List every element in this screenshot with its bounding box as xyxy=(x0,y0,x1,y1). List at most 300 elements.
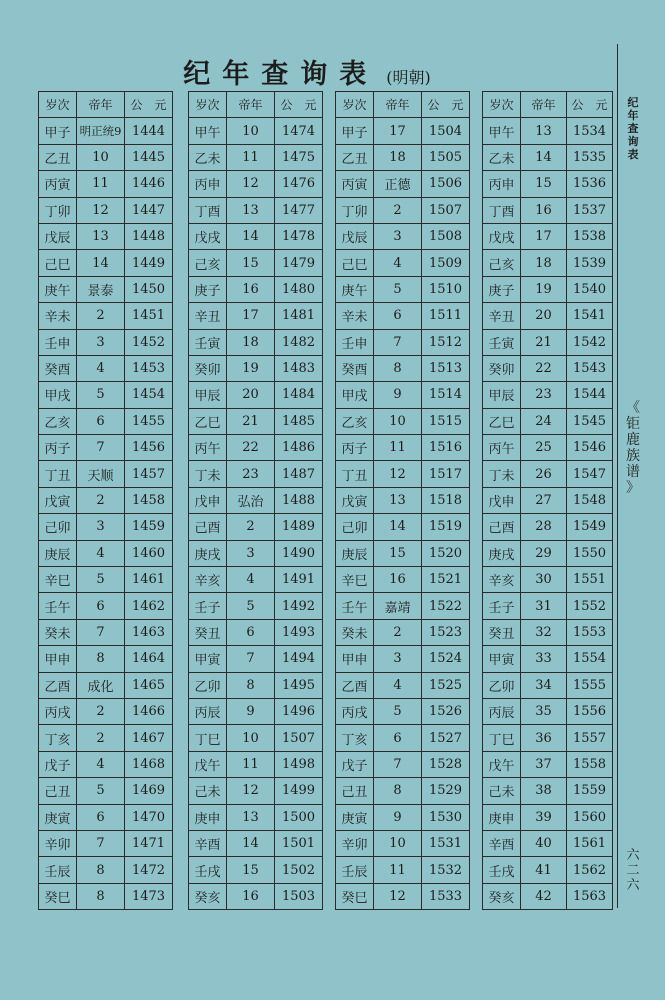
ganzhi-cell: 甲申 xyxy=(336,646,374,672)
gregorian-year-cell: 1544 xyxy=(567,382,613,408)
ganzhi-cell: 戊子 xyxy=(336,751,374,777)
ganzhi-cell: 己丑 xyxy=(336,778,374,804)
ganzhi-cell: 乙丑 xyxy=(39,144,77,170)
table-row xyxy=(336,778,470,804)
ganzhi-cell: 己丑 xyxy=(39,778,77,804)
table-row xyxy=(336,619,470,645)
reign-year-cell: 6 xyxy=(77,593,125,619)
table-row xyxy=(336,118,470,144)
gregorian-year-cell: 1484 xyxy=(275,382,323,408)
ganzhi-cell: 壬辰 xyxy=(39,857,77,883)
reign-year-cell: 11 xyxy=(77,171,125,197)
gregorian-year-cell: 1463 xyxy=(125,619,173,645)
table-row xyxy=(483,883,613,909)
table-row xyxy=(483,857,613,883)
ganzhi-cell: 壬申 xyxy=(39,329,77,355)
table-row xyxy=(39,593,173,619)
ganzhi-cell: 癸丑 xyxy=(189,619,227,645)
reign-year-cell: 7 xyxy=(227,646,275,672)
gregorian-year-cell: 1561 xyxy=(567,830,613,856)
ganzhi-cell: 甲辰 xyxy=(483,382,521,408)
table-row xyxy=(39,698,173,724)
reign-year-cell: 17 xyxy=(374,118,422,144)
reign-year-cell: 成化 xyxy=(77,672,125,698)
table-row xyxy=(189,487,323,513)
year-table-1 xyxy=(38,91,173,910)
gregorian-year-cell: 1475 xyxy=(275,144,323,170)
table-row xyxy=(336,276,470,302)
gregorian-year-cell: 1550 xyxy=(567,540,613,566)
gregorian-year-cell: 1456 xyxy=(125,435,173,461)
gregorian-year-cell: 1445 xyxy=(125,144,173,170)
ganzhi-cell: 丙申 xyxy=(483,171,521,197)
table-row xyxy=(189,382,323,408)
gregorian-year-cell: 1466 xyxy=(125,698,173,724)
table-row xyxy=(189,250,323,276)
column-header: 帝年 xyxy=(227,92,275,118)
ganzhi-cell: 庚午 xyxy=(336,276,374,302)
reign-year-cell: 5 xyxy=(77,567,125,593)
reign-year-cell: 16 xyxy=(374,567,422,593)
table-row xyxy=(483,514,613,540)
ganzhi-cell: 辛未 xyxy=(39,303,77,329)
ganzhi-cell: 壬戌 xyxy=(189,857,227,883)
table-row xyxy=(189,329,323,355)
table-row xyxy=(39,619,173,645)
ganzhi-cell: 戊辰 xyxy=(336,223,374,249)
reign-year-cell: 8 xyxy=(374,778,422,804)
gregorian-year-cell: 1501 xyxy=(275,830,323,856)
ganzhi-cell: 庚戌 xyxy=(189,540,227,566)
ganzhi-cell: 甲午 xyxy=(483,118,521,144)
table-row xyxy=(483,223,613,249)
table-row xyxy=(483,408,613,434)
ganzhi-cell: 乙卯 xyxy=(189,672,227,698)
table-row xyxy=(189,883,323,909)
reign-year-cell: 30 xyxy=(521,567,567,593)
page-number: 六 二 六 xyxy=(626,848,640,893)
table-row xyxy=(39,144,173,170)
ganzhi-cell: 癸未 xyxy=(39,619,77,645)
ganzhi-cell: 甲戌 xyxy=(39,382,77,408)
gregorian-year-cell: 1524 xyxy=(422,646,470,672)
reign-year-cell: 14 xyxy=(227,223,275,249)
table-row xyxy=(39,171,173,197)
column-header: 岁次 xyxy=(189,92,227,118)
gregorian-year-cell: 1536 xyxy=(567,171,613,197)
ganzhi-cell: 辛丑 xyxy=(483,303,521,329)
gregorian-year-cell: 1490 xyxy=(275,540,323,566)
ganzhi-cell: 丁巳 xyxy=(483,725,521,751)
reign-year-cell: 6 xyxy=(77,804,125,830)
gregorian-year-cell: 1481 xyxy=(275,303,323,329)
table-row xyxy=(39,355,173,381)
reign-year-cell: 26 xyxy=(521,461,567,487)
title-block xyxy=(0,52,614,91)
table-header-row xyxy=(39,92,173,118)
gregorian-year-cell: 1488 xyxy=(275,487,323,513)
ganzhi-cell: 己亥 xyxy=(483,250,521,276)
ganzhi-cell: 甲午 xyxy=(189,118,227,144)
gregorian-year-cell: 1513 xyxy=(422,355,470,381)
gregorian-year-cell: 1469 xyxy=(125,778,173,804)
gregorian-year-cell: 1462 xyxy=(125,593,173,619)
table-row xyxy=(336,250,470,276)
ganzhi-cell: 甲子 xyxy=(39,118,77,144)
table-row xyxy=(483,461,613,487)
reign-year-cell: 14 xyxy=(77,250,125,276)
gregorian-year-cell: 1474 xyxy=(275,118,323,144)
gregorian-year-cell: 1560 xyxy=(567,804,613,830)
ganzhi-cell: 壬申 xyxy=(336,329,374,355)
ganzhi-cell: 己卯 xyxy=(336,514,374,540)
table-row xyxy=(483,540,613,566)
table-row xyxy=(189,355,323,381)
ganzhi-cell: 壬午 xyxy=(336,593,374,619)
gregorian-year-cell: 1505 xyxy=(422,144,470,170)
ganzhi-cell: 己巳 xyxy=(39,250,77,276)
gregorian-year-cell: 1527 xyxy=(422,725,470,751)
table-row xyxy=(39,487,173,513)
reign-year-cell: 4 xyxy=(77,355,125,381)
running-head: 纪 年 查 询 表 xyxy=(627,96,639,161)
table-row xyxy=(189,197,323,223)
table-row xyxy=(189,698,323,724)
ganzhi-cell: 丁未 xyxy=(483,461,521,487)
reign-year-cell: 12 xyxy=(227,778,275,804)
gregorian-year-cell: 1542 xyxy=(567,329,613,355)
gregorian-year-cell: 1500 xyxy=(275,804,323,830)
reign-year-cell: 5 xyxy=(374,276,422,302)
ganzhi-cell: 辛亥 xyxy=(189,567,227,593)
table-row xyxy=(483,118,613,144)
table-row xyxy=(483,698,613,724)
table-row xyxy=(189,540,323,566)
reign-year-cell: 9 xyxy=(227,698,275,724)
table-row xyxy=(336,698,470,724)
gregorian-year-cell: 1461 xyxy=(125,567,173,593)
table-row xyxy=(336,382,470,408)
ganzhi-cell: 辛未 xyxy=(336,303,374,329)
ganzhi-cell: 庚申 xyxy=(189,804,227,830)
reign-year-cell: 19 xyxy=(521,276,567,302)
reign-year-cell: 17 xyxy=(227,303,275,329)
table-row xyxy=(39,514,173,540)
ganzhi-cell: 辛丑 xyxy=(189,303,227,329)
table-header-row xyxy=(189,92,323,118)
table-row xyxy=(336,329,470,355)
table-row xyxy=(483,672,613,698)
reign-year-cell: 5 xyxy=(374,698,422,724)
reign-year-cell: 8 xyxy=(374,355,422,381)
table-row xyxy=(336,830,470,856)
table-row xyxy=(39,751,173,777)
gregorian-year-cell: 1448 xyxy=(125,223,173,249)
ganzhi-cell: 丙戌 xyxy=(336,698,374,724)
column-header: 岁次 xyxy=(483,92,521,118)
table-row xyxy=(189,435,323,461)
reign-year-cell: 4 xyxy=(77,540,125,566)
reign-year-cell: 4 xyxy=(227,567,275,593)
gregorian-year-cell: 1510 xyxy=(422,276,470,302)
gregorian-year-cell: 1521 xyxy=(422,567,470,593)
table-row xyxy=(39,883,173,909)
table-row xyxy=(189,804,323,830)
reign-year-cell: 3 xyxy=(227,540,275,566)
table-row xyxy=(189,276,323,302)
ganzhi-cell: 丙子 xyxy=(336,435,374,461)
gregorian-year-cell: 1506 xyxy=(422,171,470,197)
gregorian-year-cell: 1489 xyxy=(275,514,323,540)
ganzhi-cell: 丁丑 xyxy=(336,461,374,487)
ganzhi-cell: 戊午 xyxy=(189,751,227,777)
table-row xyxy=(336,223,470,249)
table-row xyxy=(336,646,470,672)
reign-year-cell: 16 xyxy=(521,197,567,223)
table-row xyxy=(39,223,173,249)
table-row xyxy=(189,725,323,751)
table-row xyxy=(336,751,470,777)
gregorian-year-cell: 1531 xyxy=(422,830,470,856)
table-row xyxy=(336,435,470,461)
ganzhi-cell: 辛酉 xyxy=(483,830,521,856)
gregorian-year-cell: 1459 xyxy=(125,514,173,540)
table-row xyxy=(39,250,173,276)
reign-year-cell: 5 xyxy=(227,593,275,619)
gregorian-year-cell: 1457 xyxy=(125,461,173,487)
reign-year-cell: 28 xyxy=(521,514,567,540)
reign-year-cell: 9 xyxy=(374,382,422,408)
ganzhi-cell: 癸卯 xyxy=(483,355,521,381)
reign-year-cell: 15 xyxy=(227,250,275,276)
table-row xyxy=(39,408,173,434)
ganzhi-cell: 庚申 xyxy=(483,804,521,830)
reign-year-cell: 42 xyxy=(521,883,567,909)
reign-year-cell: 32 xyxy=(521,619,567,645)
gregorian-year-cell: 1460 xyxy=(125,540,173,566)
reign-year-cell: 景泰 xyxy=(77,276,125,302)
reign-year-cell: 7 xyxy=(77,435,125,461)
reign-year-cell: 7 xyxy=(374,751,422,777)
gregorian-year-cell: 1540 xyxy=(567,276,613,302)
ganzhi-cell: 丁未 xyxy=(189,461,227,487)
table-row xyxy=(189,567,323,593)
ganzhi-cell: 癸丑 xyxy=(483,619,521,645)
reign-year-cell: 39 xyxy=(521,804,567,830)
ganzhi-cell: 庚辰 xyxy=(39,540,77,566)
table-row xyxy=(39,197,173,223)
gregorian-year-cell: 1452 xyxy=(125,329,173,355)
gregorian-year-cell: 1539 xyxy=(567,250,613,276)
reign-year-cell: 6 xyxy=(77,408,125,434)
gregorian-year-cell: 1485 xyxy=(275,408,323,434)
table-row xyxy=(39,382,173,408)
gregorian-year-cell: 1449 xyxy=(125,250,173,276)
reign-year-cell: 8 xyxy=(77,646,125,672)
gregorian-year-cell: 1549 xyxy=(567,514,613,540)
ganzhi-cell: 丁卯 xyxy=(39,197,77,223)
ganzhi-cell: 癸卯 xyxy=(189,355,227,381)
reign-year-cell: 2 xyxy=(374,619,422,645)
table-row xyxy=(483,646,613,672)
reign-year-cell: 2 xyxy=(77,725,125,751)
ganzhi-cell: 壬寅 xyxy=(483,329,521,355)
gregorian-year-cell: 1467 xyxy=(125,725,173,751)
gregorian-year-cell: 1554 xyxy=(567,646,613,672)
reign-year-cell: 3 xyxy=(374,223,422,249)
reign-year-cell: 3 xyxy=(77,514,125,540)
gregorian-year-cell: 1558 xyxy=(567,751,613,777)
ganzhi-cell: 己酉 xyxy=(483,514,521,540)
gregorian-year-cell: 1446 xyxy=(125,171,173,197)
ganzhi-cell: 庚戌 xyxy=(483,540,521,566)
ganzhi-cell: 己卯 xyxy=(39,514,77,540)
table-row xyxy=(483,487,613,513)
gregorian-year-cell: 1537 xyxy=(567,197,613,223)
gregorian-year-cell: 1515 xyxy=(422,408,470,434)
ganzhi-cell: 庚子 xyxy=(189,276,227,302)
reign-year-cell: 13 xyxy=(227,804,275,830)
table-row xyxy=(39,830,173,856)
reign-year-cell: 20 xyxy=(521,303,567,329)
ganzhi-cell: 丙辰 xyxy=(483,698,521,724)
ganzhi-cell: 乙酉 xyxy=(336,672,374,698)
table-row xyxy=(39,725,173,751)
ganzhi-cell: 乙巳 xyxy=(483,408,521,434)
ganzhi-cell: 辛卯 xyxy=(39,830,77,856)
table-row xyxy=(39,303,173,329)
ganzhi-cell: 戊寅 xyxy=(39,487,77,513)
column-header: 公 元 xyxy=(422,92,470,118)
reign-year-cell: 6 xyxy=(374,303,422,329)
gregorian-year-cell: 1494 xyxy=(275,646,323,672)
column-header: 公 元 xyxy=(567,92,613,118)
gregorian-year-cell: 1530 xyxy=(422,804,470,830)
reign-year-cell: 12 xyxy=(227,171,275,197)
gregorian-year-cell: 1503 xyxy=(275,883,323,909)
reign-year-cell: 5 xyxy=(77,778,125,804)
ganzhi-cell: 辛卯 xyxy=(336,830,374,856)
table-row xyxy=(189,830,323,856)
reign-year-cell: 4 xyxy=(374,672,422,698)
ganzhi-cell: 丁巳 xyxy=(189,725,227,751)
table-row xyxy=(483,144,613,170)
reign-year-cell: 7 xyxy=(77,619,125,645)
gregorian-year-cell: 1482 xyxy=(275,329,323,355)
gregorian-year-cell: 1480 xyxy=(275,276,323,302)
reign-year-cell: 5 xyxy=(77,382,125,408)
table-row xyxy=(483,619,613,645)
table-row xyxy=(39,646,173,672)
table-row xyxy=(39,276,173,302)
table-row xyxy=(39,672,173,698)
margin-rule xyxy=(617,44,618,908)
year-table-4 xyxy=(482,91,613,910)
ganzhi-cell: 壬子 xyxy=(189,593,227,619)
ganzhi-cell: 甲戌 xyxy=(336,382,374,408)
gregorian-year-cell: 1507 xyxy=(275,725,323,751)
gregorian-year-cell: 1541 xyxy=(567,303,613,329)
reign-year-cell: 天顺 xyxy=(77,461,125,487)
reign-year-cell: 11 xyxy=(227,144,275,170)
ganzhi-cell: 癸亥 xyxy=(483,883,521,909)
table-row xyxy=(189,223,323,249)
reign-year-cell: 36 xyxy=(521,725,567,751)
ganzhi-cell: 辛亥 xyxy=(483,567,521,593)
gregorian-year-cell: 1454 xyxy=(125,382,173,408)
gregorian-year-cell: 1470 xyxy=(125,804,173,830)
reign-year-cell: 22 xyxy=(521,355,567,381)
gregorian-year-cell: 1535 xyxy=(567,144,613,170)
table-row xyxy=(483,725,613,751)
reign-year-cell: 2 xyxy=(77,487,125,513)
table-row xyxy=(483,751,613,777)
gregorian-year-cell: 1450 xyxy=(125,276,173,302)
gregorian-year-cell: 1486 xyxy=(275,435,323,461)
reign-year-cell: 4 xyxy=(77,751,125,777)
ganzhi-cell: 甲寅 xyxy=(189,646,227,672)
gregorian-year-cell: 1455 xyxy=(125,408,173,434)
table-row xyxy=(483,435,613,461)
gregorian-year-cell: 1458 xyxy=(125,487,173,513)
reign-year-cell: 11 xyxy=(227,751,275,777)
gregorian-year-cell: 1504 xyxy=(422,118,470,144)
ganzhi-cell: 辛酉 xyxy=(189,830,227,856)
table-row xyxy=(39,778,173,804)
ganzhi-cell: 丙申 xyxy=(189,171,227,197)
gregorian-year-cell: 1555 xyxy=(567,672,613,698)
ganzhi-cell: 丙子 xyxy=(39,435,77,461)
reign-year-cell: 16 xyxy=(227,883,275,909)
reign-year-cell: 弘治 xyxy=(227,487,275,513)
gregorian-year-cell: 1471 xyxy=(125,830,173,856)
gregorian-year-cell: 1483 xyxy=(275,355,323,381)
ganzhi-cell: 庚寅 xyxy=(39,804,77,830)
reign-year-cell: 15 xyxy=(374,540,422,566)
reign-year-cell: 9 xyxy=(374,804,422,830)
reign-year-cell: 10 xyxy=(374,408,422,434)
reign-year-cell: 10 xyxy=(374,830,422,856)
gregorian-year-cell: 1512 xyxy=(422,329,470,355)
reign-year-cell: 18 xyxy=(521,250,567,276)
table-row xyxy=(189,514,323,540)
table-row xyxy=(483,276,613,302)
gregorian-year-cell: 1473 xyxy=(125,883,173,909)
table-row xyxy=(483,382,613,408)
reign-year-cell: 31 xyxy=(521,593,567,619)
table-row xyxy=(336,857,470,883)
table-row xyxy=(39,567,173,593)
reign-year-cell: 23 xyxy=(227,461,275,487)
reign-year-cell: 16 xyxy=(227,276,275,302)
gregorian-year-cell: 1493 xyxy=(275,619,323,645)
table-row xyxy=(483,830,613,856)
table-row xyxy=(39,540,173,566)
table-row xyxy=(189,619,323,645)
reign-year-cell: 6 xyxy=(374,725,422,751)
ganzhi-cell: 乙卯 xyxy=(483,672,521,698)
table-row xyxy=(336,883,470,909)
ganzhi-cell: 壬子 xyxy=(483,593,521,619)
ganzhi-cell: 丙寅 xyxy=(336,171,374,197)
ganzhi-cell: 乙亥 xyxy=(336,408,374,434)
reign-year-cell: 22 xyxy=(227,435,275,461)
gregorian-year-cell: 1546 xyxy=(567,435,613,461)
gregorian-year-cell: 1453 xyxy=(125,355,173,381)
ganzhi-cell: 戊申 xyxy=(483,487,521,513)
gregorian-year-cell: 1547 xyxy=(567,461,613,487)
ganzhi-cell: 丁酉 xyxy=(189,197,227,223)
